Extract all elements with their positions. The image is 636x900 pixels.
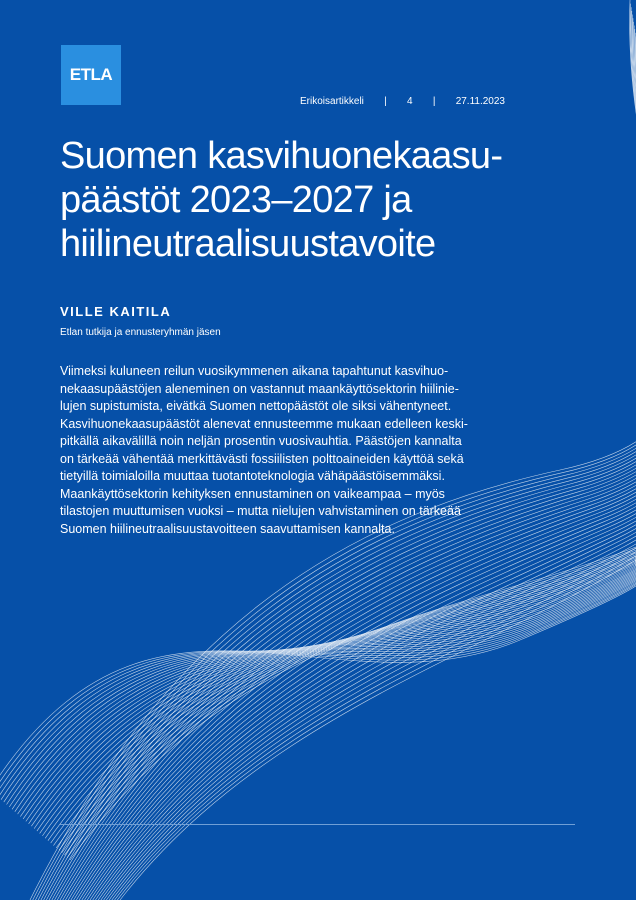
abstract-line: Suomen hiilineutraalisuustavoitteen saavuttamisen kannalta. xyxy=(60,521,395,536)
abstract-line: nekaasupäästöjen aleneminen on vastannut maankäyttösektorin hiilinie- xyxy=(60,381,459,396)
divider-line xyxy=(60,824,575,825)
wave-line xyxy=(23,523,636,819)
wave-line xyxy=(20,526,636,817)
wave-line xyxy=(1,548,636,800)
abstract-line: lujen supistumista, eivätkä Suomen nettopäästöt ole siksi vähentyneet. xyxy=(60,399,452,413)
meta-category: Erikoisartikkeli xyxy=(300,96,364,107)
wave-line xyxy=(4,544,636,802)
author-name: VILLE KAITILA xyxy=(60,304,172,319)
abstract-line: pitkällä aikavälillä noin neljän prosentin vuosivauhtia. Päästöjen kannalta xyxy=(60,434,462,448)
wave-line xyxy=(0,560,636,790)
wave-line xyxy=(42,501,636,836)
abstract-line: Maankäyttösektorin kehityksen ennustaminen on vaikeampaa – myös xyxy=(60,486,445,501)
meta-separator: | xyxy=(432,96,436,107)
publication-meta xyxy=(300,96,505,107)
title-line: päästöt 2023–2027 ja xyxy=(60,179,412,221)
wave-line xyxy=(0,551,636,798)
meta-separator: | xyxy=(384,96,387,107)
wave-line xyxy=(7,541,636,804)
logo-text: ETLA xyxy=(69,65,113,84)
wave-line xyxy=(48,495,636,841)
title-line: Suomen kasvihuonekaasu- xyxy=(60,135,503,177)
page-title xyxy=(60,134,560,266)
wave-line xyxy=(15,532,636,812)
author-role: Etlan tutkija ja ennusteryhmän jäsen xyxy=(60,327,221,338)
etla-logo xyxy=(61,45,121,105)
abstract-line: Kasvihuonekaasupäästöt alenevat ennusteemme mukaan edelleen keski- xyxy=(60,416,468,431)
wave-line xyxy=(37,507,636,831)
wave-line xyxy=(31,513,636,826)
abstract-line: Viimeksi kuluneen reilun vuosikymmenen aikana tapahtunut kasvihuo- xyxy=(60,364,449,378)
meta-number: 4 xyxy=(407,96,413,107)
meta-date: 27.11.2023 xyxy=(455,96,505,107)
wave-line xyxy=(34,510,636,828)
abstract xyxy=(60,363,580,538)
abstract-line: on tärkeää vähentää merkittävästi fossiilisten polttoaineiden käyttöä sekä xyxy=(60,451,464,466)
wave-line xyxy=(51,492,636,843)
abstract-line: tilastojen muuttumisen vuoksi – mutta nielujen vahvistaminen on tärkeää xyxy=(60,504,461,518)
abstract-line: tietyillä toimialoilla muuttaa tuotantoteknologia vähäpäästöisemmäksi. xyxy=(60,469,445,483)
title-line: hiilineutraalisuustavoite xyxy=(60,223,436,265)
